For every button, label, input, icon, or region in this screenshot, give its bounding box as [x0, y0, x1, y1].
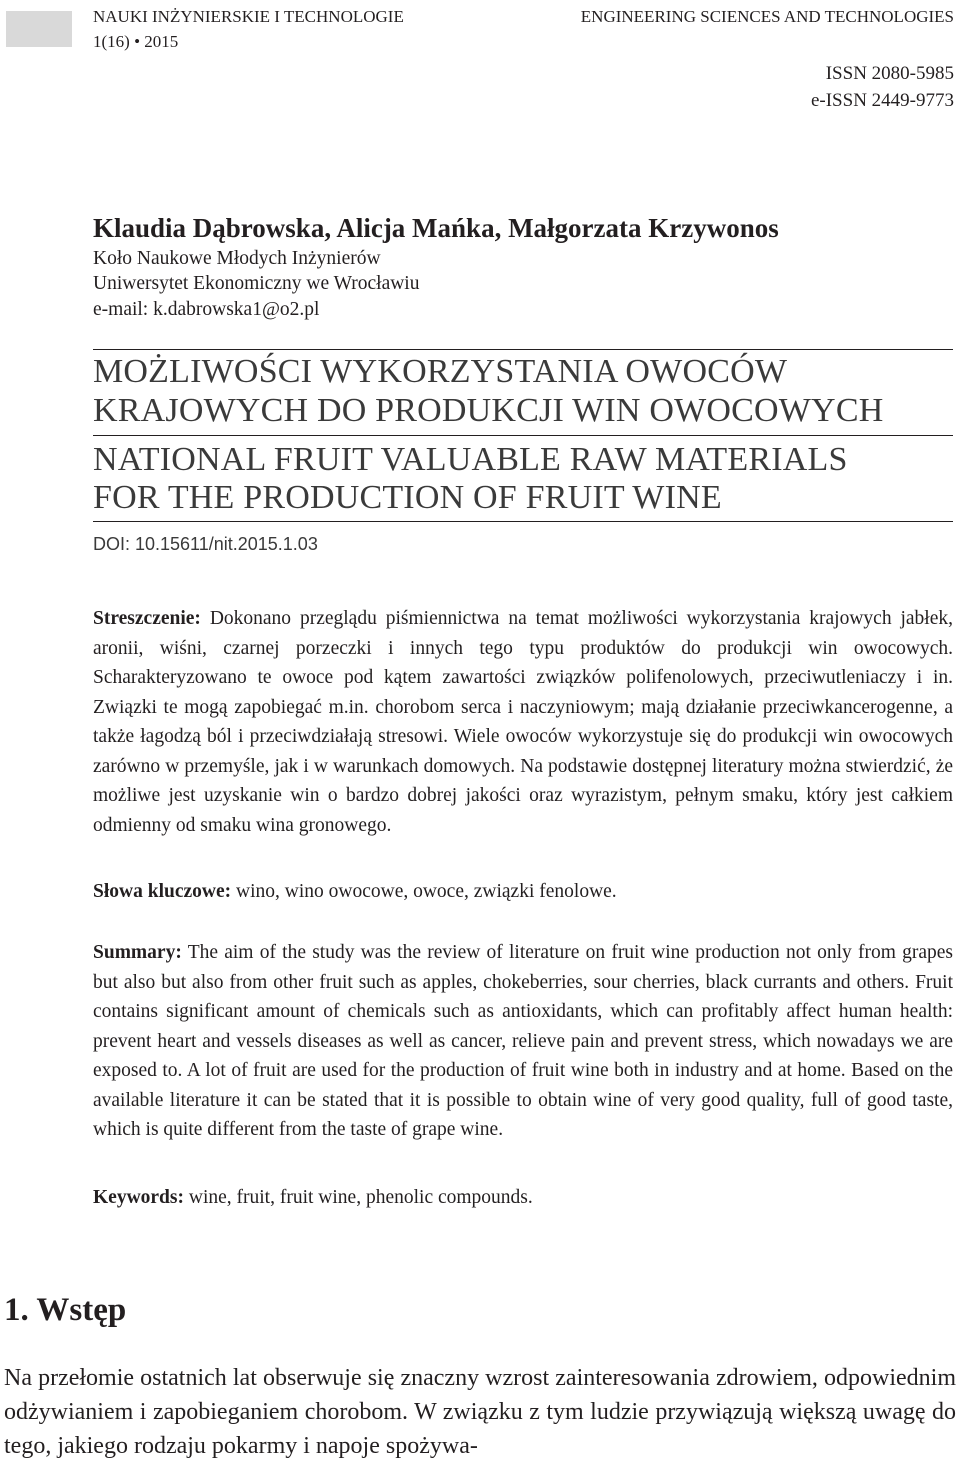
abstract-pl-label: Streszczenie: [93, 608, 201, 629]
abstract-pl-text: Dokonano przeglądu piśmiennictwa na temat możliwości wykorzystania krajowych jabłek, aronii, wiśni, czarnej porzeczki i innych tego typu produktów do produkcji win owocowych. Scharakteryzowano te owoce pod kątem zawartości związków polifenolowych, przeciwutleniaczy i in. Związki te mogą zapobiegać m.in. chorobom serca i naczyniowym; mają działanie przeciwkancerogenne, a także łagodzą ból i przeciwdziałają stresowi. Wiele owoców wykorzystuje się do produkcji win owocowych zarówno w przemyśle, jak i w warunkach domowych. Na podstawie dostępnej literatury można stwierdzić, że możliwe jest uzyskanie win o bardzo dobrej jakości oraz wyrazistym, pełnym smaku, który jest całkiem odmienny od smaku wina gronowego. [93, 608, 953, 836]
keywords-en [93, 1183, 953, 1213]
keywords-pl [93, 877, 953, 907]
issn-electronic: e-ISSN 2449-9773 [810, 90, 954, 111]
issn-print: ISSN 2080-5985 [825, 63, 954, 84]
abstract-en [93, 938, 953, 1145]
section-heading: 1. Wstęp [4, 1292, 127, 1328]
title-middle-rule [93, 435, 953, 436]
affiliation-line-2: Uniwersytet Ekonomiczny we Wrocławiu [93, 273, 420, 294]
journal-issue: 1(16) • 2015 [93, 32, 179, 51]
title-top-rule [93, 349, 953, 350]
abstract-pl [93, 604, 953, 840]
keywords-pl-text: wino, wino owocowe, owoce, związki fenolowe. [231, 881, 617, 902]
title-en-line-1: NATIONAL FRUIT VALUABLE RAW MATERIALS [93, 441, 848, 478]
keywords-en-label: Keywords: [93, 1187, 184, 1208]
title-pl-line-1: MOŻLIWOŚCI WYKORZYSTANIA OWOCÓW [93, 353, 788, 390]
header-decorative-box [6, 11, 72, 47]
doi: DOI: 10.15611/nit.2015.1.03 [93, 534, 318, 554]
author-email: e-mail: k.dabrowska1@o2.pl [93, 299, 320, 320]
abstract-en-text: The aim of the study was the review of literature on fruit wine production not only from grapes but also but also from other fruit such as apples, chokeberries, sour cherries, black currants and others. Fruit contains significant amount of chemicals such as antioxidants, which can profitably affect human health: prevent heart and vessels diseases as well as cancer, relieve pain and prevent stress, which nowadays we are exposed to. A lot of fruit are used for the production of fruit wine both in industry and at home. Based on the available literature it can be stated that it is possible to obtain wine of very good quality, full of good taste, which is quite different from the taste of grape wine. [93, 942, 953, 1140]
title-pl-line-2: KRAJOWYCH DO PRODUKCJI WIN OWOCOWYCH [93, 392, 884, 429]
section-intro-text: Na przełomie ostatnich lat obserwuje się znaczny wzrost zainteresowania zdrowiem, odpowiednim odżywianiem i zapobieganiem chorobom. W związku z tym ludzie przywiązują większą uwagę do tego, jakiego rodzaju pokarmy i napoje spożywa- [4, 1365, 956, 1459]
affiliation-line-1: Koło Naukowe Młodych Inżynierów [93, 248, 381, 269]
keywords-en-text: wine, fruit, fruit wine, phenolic compounds. [184, 1187, 533, 1208]
journal-name-pl: NAUKI INŻYNIERSKIE I TECHNOLOGIE [93, 7, 404, 26]
journal-header [0, 0, 960, 56]
journal-name-en: ENGINEERING SCIENCES AND TECHNOLOGIES [580, 7, 954, 26]
abstract-en-label: Summary: [93, 942, 182, 963]
authors: Klaudia Dąbrowska, Alicja Mańka, Małgorzata Krzywonos [93, 213, 779, 243]
title-bottom-rule [93, 521, 953, 522]
keywords-pl-label: Słowa kluczowe: [93, 881, 232, 902]
title-en-line-2: FOR THE PRODUCTION OF FRUIT WINE [93, 479, 722, 516]
